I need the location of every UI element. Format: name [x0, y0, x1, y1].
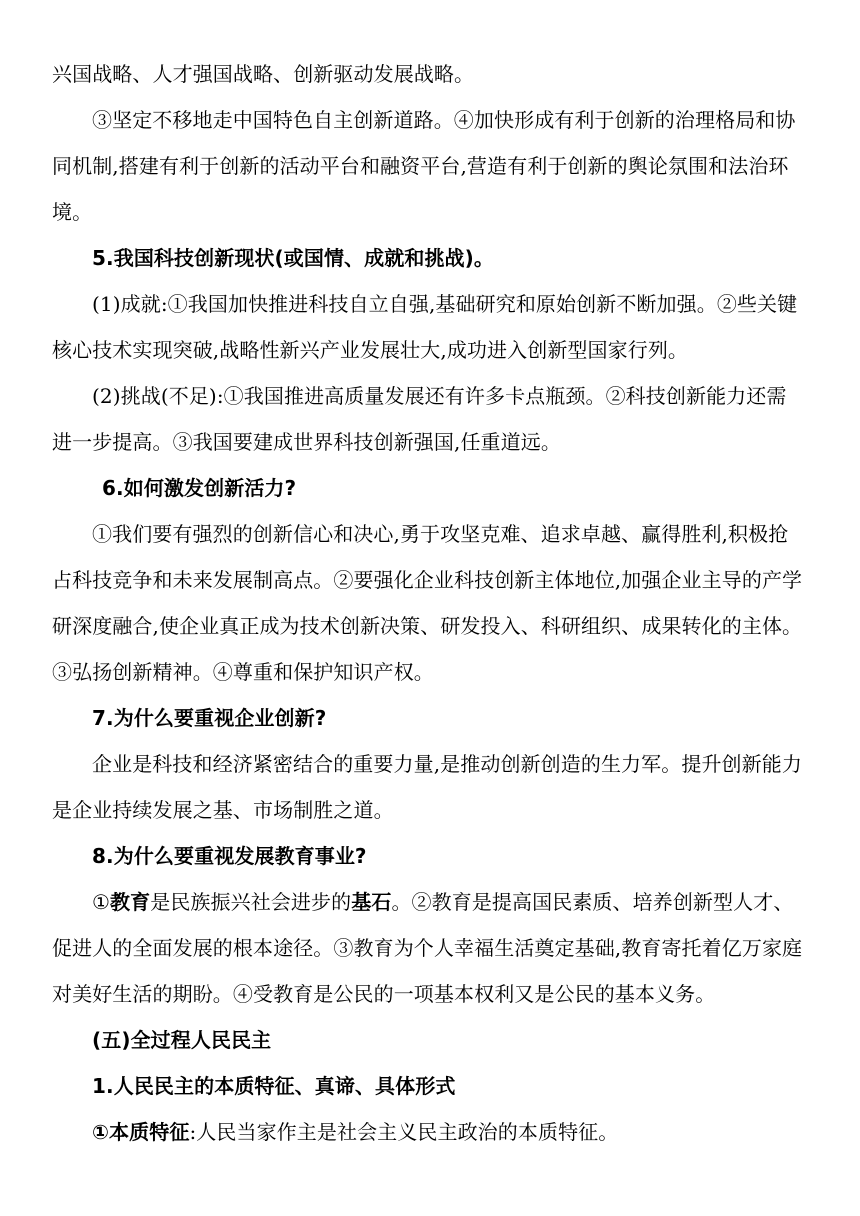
text-line: 核心技术实现突破,战略性新兴产业发展壮大,成功进入创新型国家行列。: [52, 338, 689, 362]
bold-term: 教育: [110, 890, 151, 914]
text-line: 兴国战略、人才强国战略、创新驱动发展战略。: [52, 62, 475, 86]
text-line: ③弘扬创新精神。④尊重和保护知识产权。: [52, 660, 434, 684]
section-heading: 1.人民民主的本质特征、真谛、具体形式: [92, 1074, 456, 1098]
section-heading: 6.如何激发创新活力?: [102, 476, 297, 500]
text-line: (2)挑战(不足):①我国推进高质量发展还有许多卡点瓶颈。②科技创新能力还需: [92, 384, 787, 408]
bold-term: ①本质特征: [92, 1120, 190, 1144]
text-line: 占科技竞争和未来发展制高点。②要强化企业科技创新主体地位,加强企业主导的产学: [52, 568, 803, 592]
section-heading: 5.我国科技创新现状(或国情、成就和挑战)。: [92, 246, 494, 270]
text-run: 。②教育是提高国民素质、培养创新型人才、: [391, 890, 794, 914]
text-line: 同机制,搭建有利于创新的活动平台和融资平台,营造有利于创新的舆论氛围和法治环: [52, 154, 789, 178]
text-line: 是企业持续发展之基、市场制胜之道。: [52, 798, 394, 822]
text-line: ③坚定不移地走中国特色自主创新道路。④加快形成有利于创新的治理格局和协: [92, 108, 796, 132]
section-heading: 7.为什么要重视企业创新?: [92, 706, 327, 730]
text-line: (1)成就:①我国加快推进科技自立自强,基础研究和原始创新不断加强。②些关键: [92, 292, 798, 316]
text-run: ①: [92, 890, 111, 914]
text-line: 对美好生活的期盼。④受教育是公民的一项基本权利又是公民的基本义务。: [52, 982, 716, 1006]
text-line: 研深度融合,使企业真正成为技术创新决策、研发投入、科研组织、成果转化的主体。: [52, 614, 803, 638]
text-line: 促进人的全面发展的根本途径。③教育为个人幸福生活奠定基础,教育寄托着亿万家庭: [52, 936, 803, 960]
text-line: 境。: [52, 200, 93, 224]
text-run: :人民当家作主是社会主义民主政治的本质特征。: [189, 1120, 619, 1144]
text-line: 进一步提高。③我国要建成世界科技创新强国,任重道远。: [52, 430, 561, 454]
text-run: 是民族振兴社会进步的: [150, 890, 352, 914]
bold-term: 基石: [351, 890, 392, 914]
text-line: [92, 888, 793, 916]
text-line: 企业是科技和经济紧密结合的重要力量,是推动创新创造的生力军。提升创新能力: [92, 752, 802, 776]
section-heading: (五)全过程人民民主: [92, 1028, 272, 1052]
section-heading: 8.为什么要重视发展教育事业?: [92, 844, 367, 868]
text-line: [92, 1118, 618, 1146]
text-line: ①我们要有强烈的创新信心和决心,勇于攻坚克难、追求卓越、赢得胜利,积极抢: [92, 522, 789, 546]
